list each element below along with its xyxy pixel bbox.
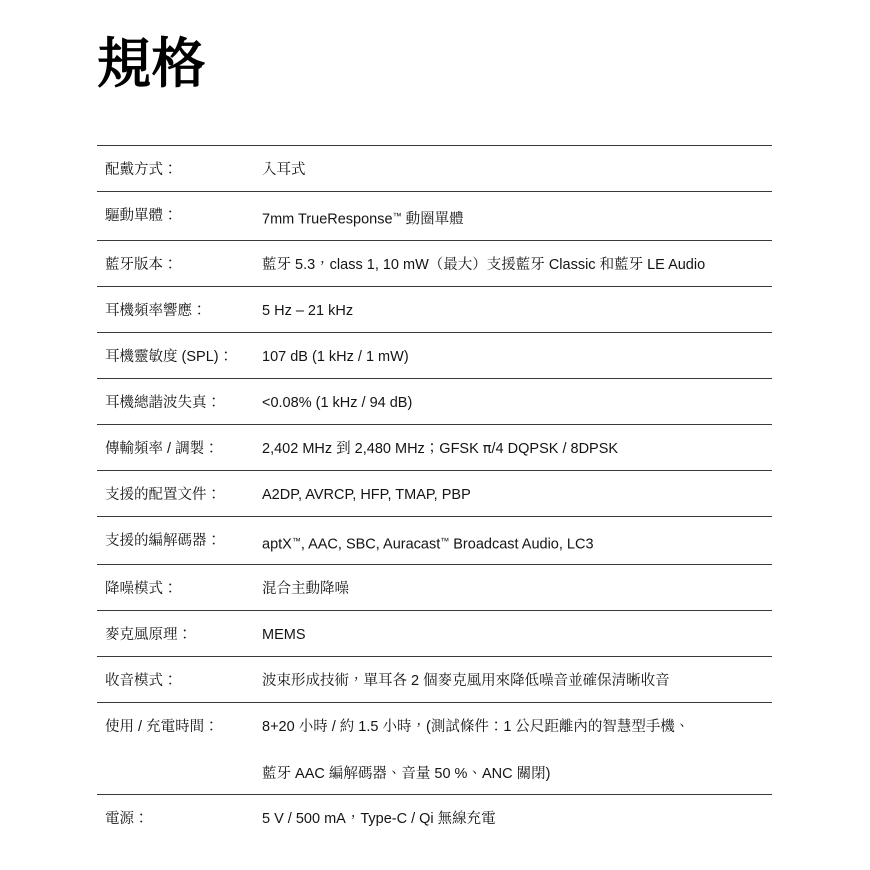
value-text: 2,402 MHz 到 2,480 MHz；GFSK — [262, 440, 483, 457]
table-row — [97, 656, 772, 702]
trademark-symbol: ™ — [440, 535, 450, 546]
table-row — [97, 516, 772, 565]
spec-label: 耳機靈敏度 (SPL)： — [105, 348, 234, 365]
table-row — [97, 240, 772, 286]
table-row — [97, 191, 772, 240]
table-row — [97, 145, 772, 191]
spec-value — [262, 192, 772, 240]
value-text: , AAC, SBC, Auracast — [300, 536, 441, 553]
value-text: Broadcast Audio, LC3 — [449, 536, 594, 553]
spec-label: 驅動單體： — [105, 208, 178, 224]
value-text: aptX — [262, 536, 292, 553]
spec-label: 藍牙版本： — [105, 256, 178, 273]
value-line: 藍牙 AAC 編解碼器、音量 50 %、ANC 關閉) — [262, 766, 551, 783]
spec-value: 107 dB (1 kHz / 1 mW) — [262, 348, 409, 365]
spec-value — [262, 425, 772, 469]
table-row — [97, 564, 772, 610]
spec-value: 5 V / 500 mA，Type-C / Qi 無線充電 — [262, 811, 496, 828]
table-row — [97, 332, 772, 378]
specifications-table — [97, 145, 772, 840]
pi-symbol: π — [482, 440, 492, 457]
spec-value: 波束形成技術，單耳各 2 個麥克風用來降低噪音並確保清晰收音 — [262, 673, 670, 690]
spec-label: 降噪模式： — [105, 581, 178, 598]
spec-value: <0.08% (1 kHz / 94 dB) — [262, 394, 413, 411]
page-title: 規格 — [97, 34, 206, 94]
spec-value — [262, 703, 772, 794]
table-row — [97, 378, 772, 424]
spec-value: 5 Hz – 21 kHz — [262, 302, 354, 319]
spec-label: 耳機總諧波失真： — [105, 394, 221, 411]
table-row — [97, 610, 772, 656]
spec-label: 傳輸頻率 / 調製： — [105, 440, 219, 457]
spec-label: 支援的配置文件： — [105, 486, 221, 503]
spec-label: 配戴方式： — [105, 162, 178, 178]
table-row — [97, 470, 772, 516]
spec-label: 支援的編解碼器： — [105, 532, 221, 549]
value-text: 動圈單體 — [401, 211, 464, 228]
table-row — [97, 794, 772, 840]
spec-value: 藍牙 5.3，class 1, 10 mW（最大）支援藍牙 Classic 和藍牙 LE Audio — [262, 256, 706, 273]
spec-value: 混合主動降噪 — [262, 581, 349, 598]
spec-value: A2DP, AVRCP, HFP, TMAP, PBP — [262, 486, 471, 503]
spec-value — [262, 517, 772, 565]
spec-value: MEMS — [262, 627, 306, 644]
trademark-symbol: ™ — [291, 535, 301, 546]
spec-value: 入耳式 — [262, 162, 306, 178]
spec-label: 麥克風原理： — [105, 627, 192, 644]
value-text: /4 DQPSK / 8DPSK — [491, 440, 619, 457]
table-row — [97, 424, 772, 470]
spec-label: 收音模式： — [105, 673, 178, 690]
value-text: 7mm TrueResponse — [262, 211, 393, 228]
table-row — [97, 286, 772, 332]
spec-label: 耳機頻率響應： — [105, 302, 207, 319]
trademark-symbol: ™ — [392, 211, 402, 221]
table-row — [97, 702, 772, 794]
value-line: 8+20 小時 / 約 1.5 小時，(測試條件：1 公尺距離內的智慧型手機、 — [262, 719, 690, 736]
spec-label: 使用 / 充電時間： — [105, 719, 219, 736]
spec-label: 電源： — [105, 811, 149, 828]
